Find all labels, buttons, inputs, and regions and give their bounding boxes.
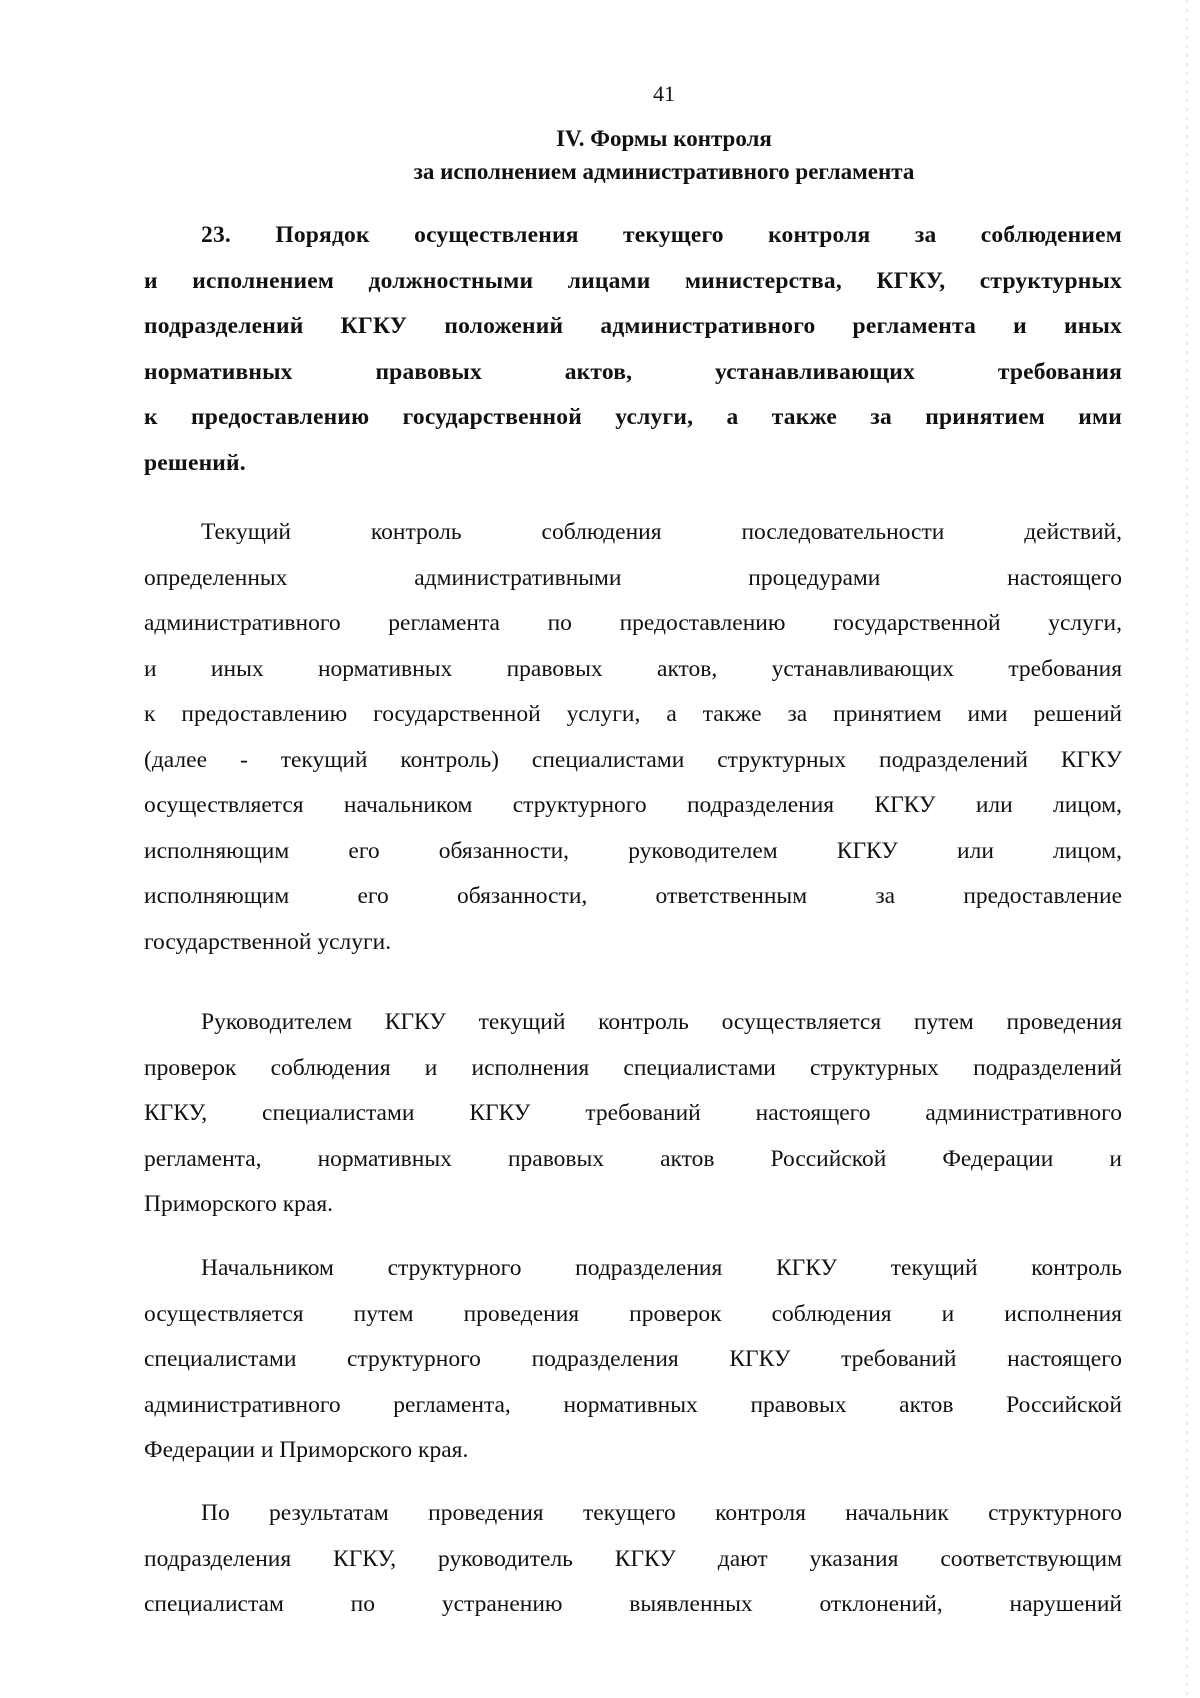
paragraph-line: осуществляется начальником структурного подразделения КГКУ или лицом,: [144, 792, 1122, 818]
paragraph-line: специалистами структурного подразделения КГКУ требований настоящего: [144, 1346, 1122, 1372]
heading-line: решений.: [144, 449, 246, 476]
section-title-line-2: за исполнением административного регламента: [413, 159, 915, 184]
scan-edge-artifact: [1186, 0, 1188, 1698]
heading-line: подразделений КГКУ положений административного регламента и иных: [144, 313, 1122, 339]
paragraph-line: определенных административными процедурами настоящего: [144, 564, 1122, 591]
paragraph-line: регламента, нормативных правовых актов Российской Федерации и: [144, 1145, 1122, 1172]
heading-line: к предоставлению государственной услуги, а также за принятием ими: [144, 404, 1122, 430]
paragraph-line: Начальником структурного подразделения КГКУ текущий контроль: [201, 1255, 1122, 1281]
heading-line: 23. Порядок осуществления текущего контроля за соблюдением: [201, 222, 1122, 248]
paragraph-line: государственной услуги.: [144, 928, 392, 955]
paragraph-results: [144, 1491, 1122, 1628]
paragraph-line: Руководителем КГКУ текущий контроль осуществляется путем проведения: [201, 1009, 1122, 1035]
heading-line: нормативных правовых актов, устанавливающих требования: [144, 358, 1122, 385]
paragraph-line: исполняющим его обязанности, ответственным за предоставление: [144, 883, 1122, 909]
page-number: 41: [653, 81, 675, 106]
paragraph-line: административного регламента по предоставлению государственной услуги,: [144, 610, 1122, 636]
paragraph-line: к предоставлению государственной услуги, а также за принятием ими решений: [144, 701, 1122, 727]
paragraph-line: специалистам по устранению выявленных отклонений, нарушений: [144, 1591, 1122, 1617]
subsection-heading: [144, 213, 1122, 486]
paragraph-line: (далее - текущий контроль) специалистами структурных подразделений КГКУ: [144, 746, 1122, 773]
paragraph-line: исполняющим его обязанности, руководителем КГКУ или лицом,: [144, 837, 1122, 864]
paragraph-line: административного регламента, нормативных правовых актов Российской: [144, 1391, 1122, 1418]
section-title: [64, 122, 1200, 188]
paragraph-line: Федерации и Приморского края.: [144, 1437, 469, 1463]
paragraph-line: проверок соблюдения и исполнения специалистами структурных подразделений: [144, 1054, 1122, 1081]
paragraph-current-control: [144, 510, 1122, 965]
paragraph-division-control: [144, 1246, 1122, 1474]
paragraph-line: По результатам проведения текущего контроля начальник структурного: [201, 1500, 1122, 1526]
paragraph-head-control: [144, 1000, 1122, 1228]
section-title-line-1: IV. Формы контроля: [556, 126, 772, 151]
paragraph-line: подразделения КГКУ, руководитель КГКУ дают указания соответствующим: [144, 1545, 1122, 1572]
paragraph-line: Приморского края.: [144, 1191, 334, 1217]
paragraph-line: и иных нормативных правовых актов, устанавливающих требования: [144, 655, 1122, 682]
paragraph-line: Текущий контроль соблюдения последовательности действий,: [201, 519, 1122, 545]
heading-line: и исполнением должностными лицами министерства, КГКУ, структурных: [144, 267, 1122, 294]
paragraph-line: КГКУ, специалистами КГКУ требований настоящего административного: [144, 1100, 1122, 1126]
paragraph-line: осуществляется путем проведения проверок соблюдения и исполнения: [144, 1300, 1122, 1327]
